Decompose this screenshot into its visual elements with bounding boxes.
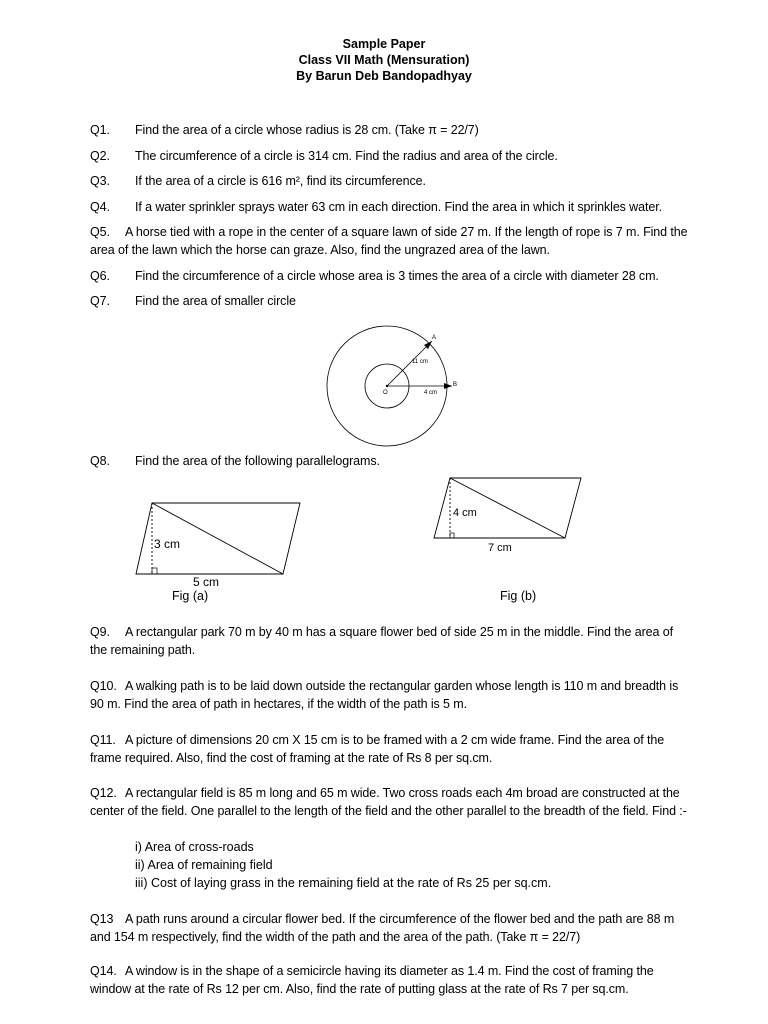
question-text: A rectangular field is 85 m long and 65 m wide. Two cross roads each 4m broad are constructed at the center of the field. One parallel to the length of the field and the other parallel to the breadth of the field. Find :- (90, 786, 687, 818)
question-3 (90, 172, 690, 190)
question-5 (90, 223, 690, 259)
paper-subtitle: Class VII Math (Mensuration) (298, 53, 470, 67)
question-number: Q11. (90, 733, 116, 747)
concentric-circles-figure (320, 318, 470, 453)
question-number: Q5. (90, 225, 110, 239)
question-text: Find the area of a circle whose radius is 28 cm. (Take π = 22/7) (135, 123, 479, 137)
question-7 (90, 292, 690, 310)
question-9 (90, 623, 690, 659)
question-number: Q6. (90, 269, 110, 283)
right-angle-marker (152, 568, 157, 574)
fig-b-caption: Fig (b) (500, 589, 537, 603)
question-12 (90, 784, 690, 820)
label-outer-radius: 11 cm (412, 359, 428, 365)
question-text: Find the circumference of a circle whose area is 3 times the area of a circle with diameter 28 cm. (135, 269, 659, 283)
question-number: Q7. (90, 294, 110, 308)
question-number: Q8. (90, 454, 110, 468)
height-label-a: 3 cm (154, 537, 181, 551)
question-6 (90, 267, 690, 285)
question-number: Q2. (90, 149, 110, 163)
label-o: O (383, 390, 388, 396)
height-label-b: 4 cm (453, 507, 477, 519)
base-label-b: 7 cm (488, 542, 512, 554)
inner-arrowhead (444, 383, 452, 389)
question-number: Q9. (90, 625, 110, 639)
question-11 (90, 731, 690, 767)
parallelogram-figure-b (430, 475, 585, 560)
question-number: Q3. (90, 174, 110, 188)
base-label-a: 5 cm (193, 575, 220, 589)
question-10 (90, 677, 690, 713)
question-text: A picture of dimensions 20 cm X 15 cm is to be framed with a 2 cm wide frame. Find the area of the frame required. Also, find the cost of framing at the rate of Rs 8 per sq.cm. (90, 733, 665, 765)
question-number: Q13 (90, 912, 114, 926)
right-angle-marker (450, 533, 454, 538)
question-number: Q4. (90, 200, 110, 214)
label-b: B (453, 382, 458, 388)
question-13 (90, 910, 690, 946)
paper-title: Sample Paper (342, 37, 426, 51)
question-number: Q12. (90, 786, 117, 800)
question-number: Q10. (90, 679, 117, 693)
question-text: Find the area of the following parallelograms. (135, 454, 380, 468)
question-text: A window is in the shape of a semicircle having its diameter as 1.4 m. Find the cost of framing the window at the rate of Rs 12 per cm. Also, find the rate of putting glass at the rate of Rs 7 per sq.cm. (90, 964, 654, 996)
question-text: A path runs around a circular flower bed. If the circumference of the flower bed and the path are 88 m and 154 m respectively, find the width of the path and the area of the path. (Take π = 22/7) (90, 912, 675, 944)
question-text: The circumference of a circle is 314 cm. Find the radius and area of the circle. (135, 149, 558, 163)
question-number: Q1. (90, 123, 110, 137)
question-text: A horse tied with a rope in the center of a square lawn of side 27 m. If the length of rope is 7 m. Find the area of the lawn which the horse can graze. Also, find the ungrazed area of the lawn. (90, 225, 688, 257)
question-4 (90, 198, 690, 216)
fig-a-caption: Fig (a) (172, 589, 209, 603)
question-text: A rectangular park 70 m by 40 m has a square flower bed of side 25 m in the middle. Find the area of the remaining path. (90, 625, 673, 657)
label-a: A (432, 335, 437, 341)
question-text: Find the area of smaller circle (135, 294, 296, 308)
question-2 (90, 147, 690, 165)
question-14 (90, 962, 690, 998)
q12-part-ii: ii) Area of remaining field (135, 858, 273, 872)
parallelogram-figure-a (130, 500, 305, 590)
question-text: A walking path is to be laid down outside the rectangular garden whose length is 110 m and breadth is 90 m. Find the area of path in hectares, if the width of the path is 5 m. (90, 679, 679, 711)
q12-part-i: i) Area of cross-roads (135, 840, 254, 854)
label-inner-radius: 4 cm (424, 390, 438, 396)
question-text: If the area of a circle is 616 m², find its circumference. (135, 174, 426, 188)
question-number: Q14. (90, 964, 117, 978)
question-text: If a water sprinkler sprays water 63 cm in each direction. Find the area in which it sprinkles water. (135, 200, 662, 214)
question-1 (90, 121, 690, 139)
paper-author: By Barun Deb Bandopadhyay (296, 69, 472, 83)
question-8 (90, 452, 690, 470)
q12-part-iii: iii) Cost of laying grass in the remaining field at the rate of Rs 25 per sq.cm. (135, 876, 552, 890)
